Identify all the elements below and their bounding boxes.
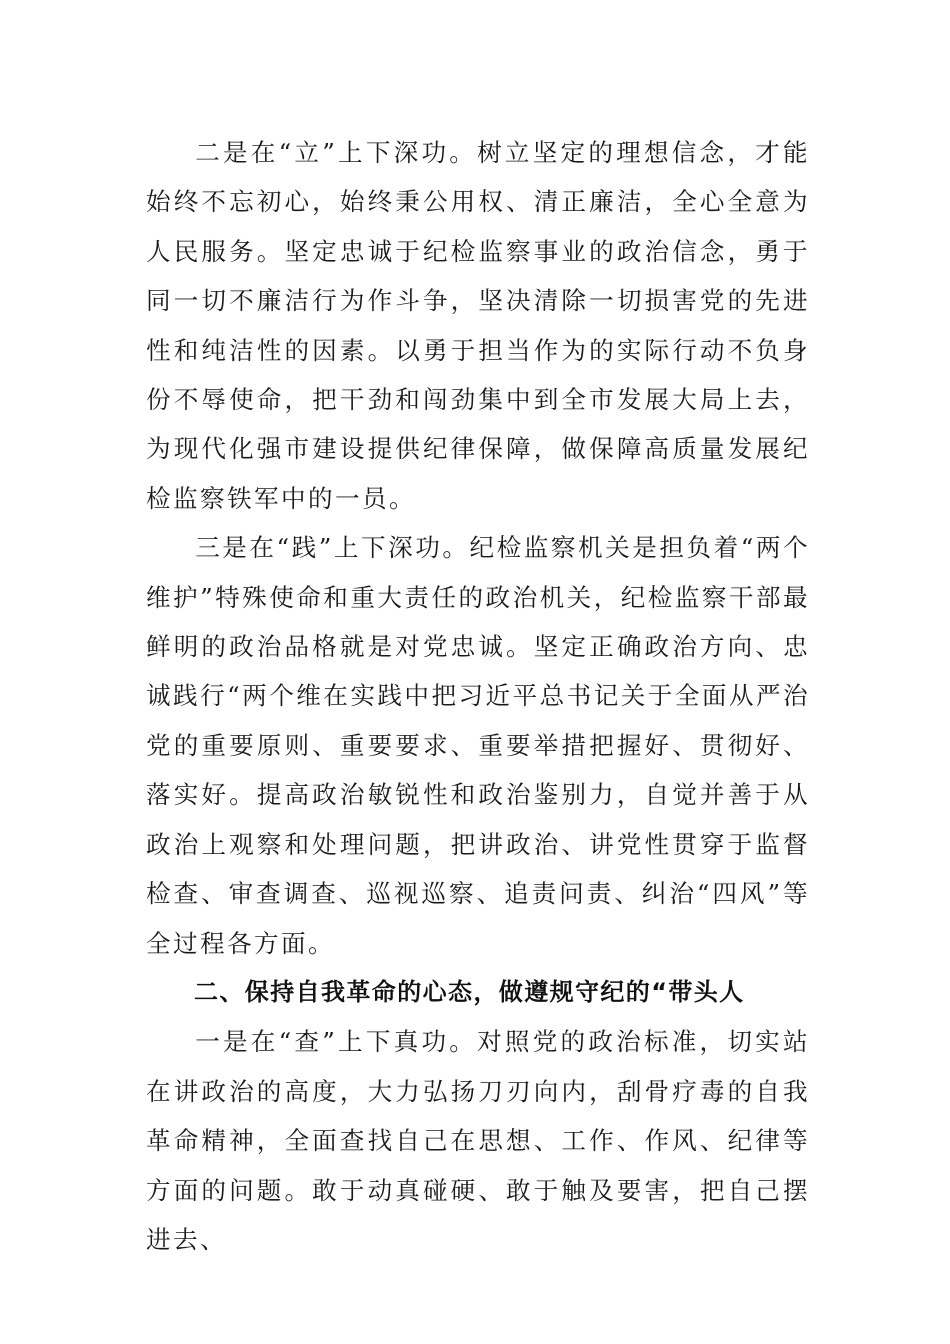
paragraph-li: 二是在“立”上下深功。树立坚定的理想信念，才能始终不忘初心，始终秉公用权、清正廉洁，全心全意为人民服务。坚定忠诚于纪检监察事业的政治信念，勇于同一切不廉洁行为作斗争，坚决清除一切损害党的先进性和纯洁性的因素。以勇于担当作为的实际行动不负身份不辱使命，把干劲和闯劲集中到全市发展大局上去，为现代化强市建设提供纪律保障，做保障高质量发展纪检监察铁军中的一员。 [146,138,810,513]
paragraph-jian: 三是在“践”上下深功。纪检监察机关是担负着“两个维护”特殊使命和重大责任的政治机关，纪检监察干部最鲜明的政治品格就是对党忠诚。坚定正确政治方向、忠诚践行“两个维在实践中把习近平总书记关于全面从严治党的重要原则、重要要求、重要举措把握好、贯彻好、落实好。提高政治敏锐性和政治鉴别力，自觉并善于从政治上观察和处理问题，把讲政治、讲党性贯穿于监督检查、审查调查、巡视巡察、追责问责、纠治“四风”等全过程各方面。 [146,533,810,958]
paragraph-cha: 一是在“查”上下真功。对照党的政治标准，切实站在讲政治的高度，大力弘扬刀刃向内，刮骨疗毒的自我革命精神，全面查找自己在思想、工作、作风、纪律等方面的问题。敢于动真碰硬、敢于触及要害，把自己摆进去、 [146,1027,810,1254]
document-body [146,128,810,1264]
section-heading: 二、保持自我革命的心态，做遵规守纪的“带头人 [194,977,745,1006]
